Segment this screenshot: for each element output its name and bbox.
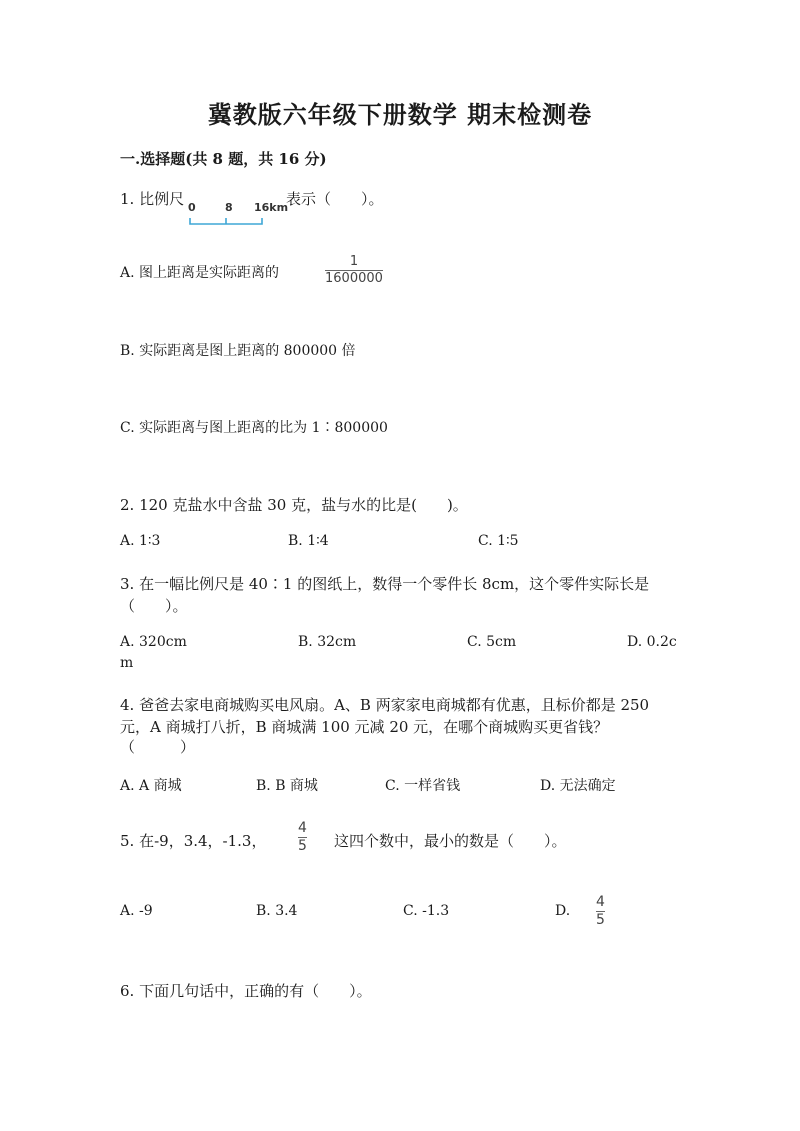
question-3-option-d: D. 0.2c [627,634,677,650]
question-1-option-c: C. 实际距离与图上距离的比为 1∶800000 [120,420,388,436]
question-5-option-d: D. [555,903,571,919]
question-4-option-c: C. 一样省钱 [385,778,461,794]
question-4-stem-line1: 4. 爸爸去家电商城购买电风扇。A、B 两家家电商城都有优惠，且标价都是 250 [120,696,650,714]
question-1-option-a: A. 图上距离是实际距离的 [120,265,280,281]
question-5-fraction [298,821,307,855]
question-1-option-b: B. 实际距离是图上距离的 800000 倍 [120,343,356,359]
question-2-option-a: A. 1∶3 [120,533,161,549]
fraction-denominator: 5 [596,912,605,929]
question-2-option-b: B. 1∶4 [288,533,329,549]
question-1-stem-suffix: 表示（ ）。 [286,190,384,208]
question-3-option-c: C. 5cm [467,634,517,650]
question-1-stem-prefix: 1. 比例尺 [120,190,185,208]
fraction-denominator: 5 [298,838,307,855]
question-3-stem-line2: （ ）。 [120,597,188,615]
option-a-fraction [325,255,383,287]
question-4-option-b: B. B 商城 [256,778,318,794]
section-heading: 一.选择题(共 8 题，共 16 分) [120,150,327,168]
question-5-option-c: C. -1.3 [403,903,450,919]
question-4-option-a: A. A 商城 [120,778,182,794]
question-5-option-b: B. 3.4 [256,903,298,919]
question-6-stem: 6. 下面几句话中，正确的有（ ）。 [120,982,372,1000]
question-3-stem-line1: 3. 在一幅比例尺是 40∶1 的图纸上，数得一个零件长 8cm，这个零件实际长是 [120,575,650,593]
question-5-option-a: A. -9 [120,903,153,919]
option-d-fraction [596,895,605,929]
question-3-option-a: A. 320cm [120,634,187,650]
fraction-numerator: 1 [349,254,359,269]
scale-label-8: 8 [225,201,233,214]
fraction-denominator: 1600000 [325,271,383,287]
fraction-numerator: 4 [596,894,605,910]
scale-label-0: 0 [188,201,196,214]
question-4-stem-line2: 元，A 商城打八折，B 商城满 100 元减 20 元，在哪个商城购买更省钱？ [120,718,609,736]
scale-bar-line [188,201,284,227]
scale-label-16km: 16km [254,201,289,214]
question-2-stem: 2. 120 克盐水中含盐 30 克，盐与水的比是( )。 [120,496,468,514]
question-5-stem-prefix: 5. 在-9，3.4，-1.3， [120,832,267,850]
question-4-stem-line3: （ ） [120,738,196,756]
page-title: 冀教版六年级下册数学 期末检测卷 [207,100,593,129]
question-5-stem-suffix: 这四个数中，最小的数是（ ）。 [334,832,567,850]
question-3-option-b: B. 32cm [298,634,357,650]
question-2-option-c: C. 1∶5 [478,533,519,549]
question-3-option-d-wrap: m [120,655,134,671]
question-4-option-d: D. 无法确定 [540,778,616,794]
scale-bar-figure [188,201,289,227]
fraction-numerator: 4 [298,820,307,836]
